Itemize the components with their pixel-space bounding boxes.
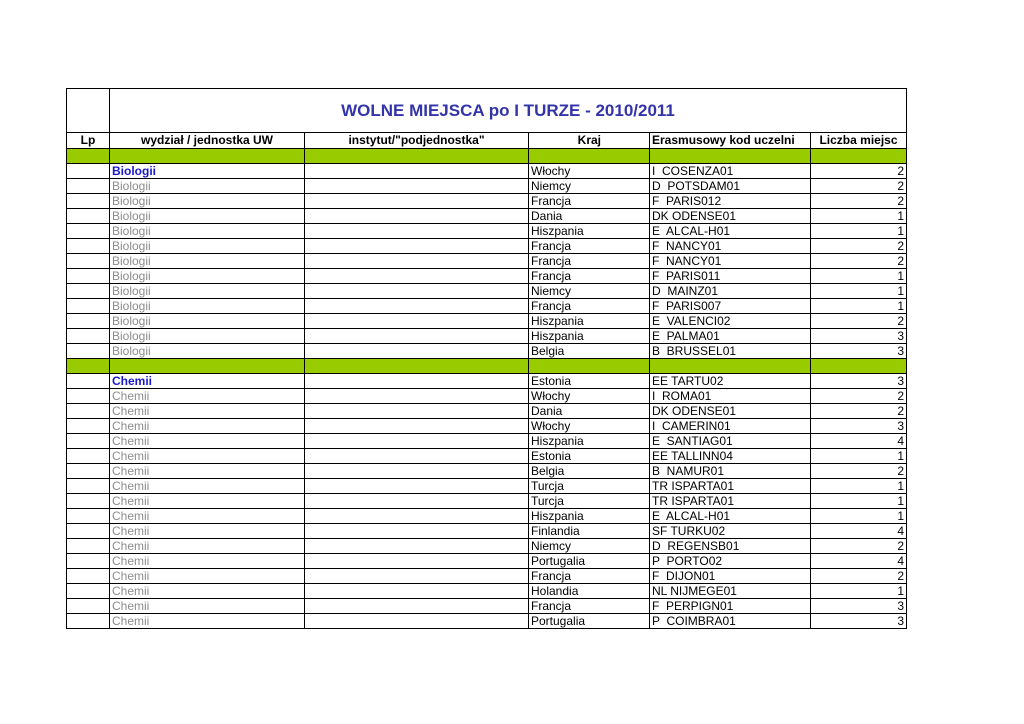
places-cell: 1 [811, 509, 907, 524]
institute-cell [305, 569, 529, 584]
table-row [66, 464, 907, 479]
country-cell: Holandia [529, 584, 650, 599]
country-cell: Hiszpania [529, 224, 650, 239]
lp-cell [66, 284, 110, 299]
department-cell: Biologii [110, 254, 305, 269]
country-cell: Hiszpania [529, 314, 650, 329]
department-cell: Chemii [110, 584, 305, 599]
country-cell: Francja [529, 599, 650, 614]
header-places: Liczba miejsc [811, 133, 907, 149]
table-row [66, 539, 907, 554]
table-row [66, 434, 907, 449]
erasmus-code-cell: B BRUSSEL01 [650, 344, 811, 359]
places-cell: 1 [811, 299, 907, 314]
erasmus-code-cell: P COIMBRA01 [650, 614, 811, 629]
erasmus-code-cell: D POTSDAM01 [650, 179, 811, 194]
separator-cell [66, 359, 110, 374]
erasmus-code-cell: F NANCY01 [650, 239, 811, 254]
country-cell: Belgia [529, 464, 650, 479]
country-cell: Francja [529, 569, 650, 584]
country-cell: Estonia [529, 374, 650, 389]
department-cell: Chemii [110, 434, 305, 449]
institute-cell [305, 254, 529, 269]
erasmus-code-cell: F DIJON01 [650, 569, 811, 584]
erasmus-code-cell: NL NIJMEGE01 [650, 584, 811, 599]
institute-cell [305, 269, 529, 284]
institute-cell [305, 554, 529, 569]
lp-cell [66, 404, 110, 419]
department-cell: Biologii [110, 239, 305, 254]
institute-cell [305, 539, 529, 554]
lp-cell [66, 164, 110, 179]
country-cell: Włochy [529, 419, 650, 434]
places-cell: 2 [811, 389, 907, 404]
lp-cell [66, 449, 110, 464]
places-cell: 2 [811, 179, 907, 194]
places-cell: 2 [811, 569, 907, 584]
lp-cell [66, 479, 110, 494]
lp-cell [66, 494, 110, 509]
department-cell: Biologii [110, 329, 305, 344]
places-cell: 3 [811, 374, 907, 389]
lp-cell [66, 299, 110, 314]
country-cell: Hiszpania [529, 329, 650, 344]
table-row [66, 584, 907, 599]
erasmus-code-cell: SF TURKU02 [650, 524, 811, 539]
institute-cell [305, 284, 529, 299]
country-cell: Turcja [529, 494, 650, 509]
country-cell: Estonia [529, 449, 650, 464]
lp-cell [66, 434, 110, 449]
institute-cell [305, 434, 529, 449]
separator-cell [811, 359, 907, 374]
institute-cell [305, 179, 529, 194]
table-row [66, 599, 907, 614]
institute-cell [305, 239, 529, 254]
institute-cell [305, 494, 529, 509]
country-cell: Włochy [529, 389, 650, 404]
country-cell: Dania [529, 404, 650, 419]
department-cell: Biologii [110, 164, 305, 179]
department-cell: Chemii [110, 599, 305, 614]
erasmus-code-cell: EE TALLINN04 [650, 449, 811, 464]
country-cell: Turcja [529, 479, 650, 494]
country-cell: Dania [529, 209, 650, 224]
country-cell: Niemcy [529, 539, 650, 554]
lp-cell [66, 389, 110, 404]
table-row [66, 509, 907, 524]
country-cell: Niemcy [529, 284, 650, 299]
country-cell: Włochy [529, 164, 650, 179]
department-cell: Biologii [110, 269, 305, 284]
institute-cell [305, 314, 529, 329]
lp-cell [66, 179, 110, 194]
lp-cell [66, 419, 110, 434]
lp-cell [66, 254, 110, 269]
erasmus-code-cell: EE TARTU02 [650, 374, 811, 389]
institute-cell [305, 389, 529, 404]
institute-cell [305, 224, 529, 239]
separator-cell [529, 149, 650, 164]
erasmus-code-cell: TR ISPARTA01 [650, 494, 811, 509]
erasmus-code-cell: E PALMA01 [650, 329, 811, 344]
department-cell: Chemii [110, 389, 305, 404]
table-row [66, 554, 907, 569]
institute-cell [305, 404, 529, 419]
department-cell: Biologii [110, 314, 305, 329]
erasmus-code-cell: E VALENCI02 [650, 314, 811, 329]
department-cell: Chemii [110, 374, 305, 389]
department-cell: Biologii [110, 224, 305, 239]
country-cell: Francja [529, 254, 650, 269]
lp-cell [66, 194, 110, 209]
institute-cell [305, 584, 529, 599]
lp-cell [66, 509, 110, 524]
lp-cell [66, 329, 110, 344]
table-row [66, 179, 907, 194]
places-cell: 1 [811, 449, 907, 464]
lp-cell [66, 464, 110, 479]
department-cell: Chemii [110, 449, 305, 464]
places-cell: 2 [811, 539, 907, 554]
country-cell: Portugalia [529, 554, 650, 569]
lp-cell [66, 344, 110, 359]
separator-cell [110, 149, 305, 164]
header-row [66, 133, 907, 149]
table-row [66, 239, 907, 254]
section-separator-row [66, 149, 907, 164]
separator-cell [529, 359, 650, 374]
places-cell: 1 [811, 479, 907, 494]
table-row [66, 329, 907, 344]
places-cell: 3 [811, 329, 907, 344]
places-cell: 2 [811, 464, 907, 479]
erasmus-code-cell: F PERPIGN01 [650, 599, 811, 614]
country-cell: Hiszpania [529, 509, 650, 524]
table-row [66, 494, 907, 509]
table-row [66, 614, 907, 629]
institute-cell [305, 374, 529, 389]
separator-cell [110, 359, 305, 374]
country-cell: Francja [529, 239, 650, 254]
erasmus-code-cell: P PORTO02 [650, 554, 811, 569]
places-cell: 3 [811, 419, 907, 434]
institute-cell [305, 614, 529, 629]
lp-cell [66, 599, 110, 614]
separator-cell [650, 359, 811, 374]
country-cell: Hiszpania [529, 434, 650, 449]
table-row [66, 374, 907, 389]
department-cell: Chemii [110, 539, 305, 554]
lp-cell [66, 269, 110, 284]
institute-cell [305, 329, 529, 344]
places-cell: 3 [811, 344, 907, 359]
department-cell: Chemii [110, 614, 305, 629]
places-cell: 4 [811, 434, 907, 449]
places-cell: 3 [811, 614, 907, 629]
department-cell: Chemii [110, 509, 305, 524]
erasmus-code-cell: D REGENSB01 [650, 539, 811, 554]
table-row [66, 419, 907, 434]
country-cell: Francja [529, 299, 650, 314]
places-cell: 4 [811, 554, 907, 569]
spreadsheet-table [66, 88, 907, 629]
erasmus-code-cell: DK ODENSE01 [650, 404, 811, 419]
erasmus-code-cell: D MAINZ01 [650, 284, 811, 299]
lp-cell [66, 614, 110, 629]
places-cell: 2 [811, 254, 907, 269]
erasmus-code-cell: E ALCAL-H01 [650, 224, 811, 239]
country-cell: Finlandia [529, 524, 650, 539]
lp-cell [66, 209, 110, 224]
erasmus-code-cell: I CAMERIN01 [650, 419, 811, 434]
table-row [66, 314, 907, 329]
title-row [66, 88, 907, 133]
department-cell: Biologii [110, 194, 305, 209]
header-erasmus-code: Erasmusowy kod uczelni [650, 133, 811, 149]
country-cell: Portugalia [529, 614, 650, 629]
erasmus-code-cell: B NAMUR01 [650, 464, 811, 479]
table-row [66, 269, 907, 284]
erasmus-code-cell: E ALCAL-H01 [650, 509, 811, 524]
header-country: Kraj [529, 133, 650, 149]
department-cell: Chemii [110, 554, 305, 569]
erasmus-code-cell: DK ODENSE01 [650, 209, 811, 224]
places-cell: 3 [811, 599, 907, 614]
table-row [66, 404, 907, 419]
lp-cell [66, 239, 110, 254]
header-lp: Lp [66, 133, 110, 149]
places-cell: 1 [811, 284, 907, 299]
title-lp-cell [66, 88, 110, 133]
erasmus-code-cell: F PARIS012 [650, 194, 811, 209]
country-cell: Francja [529, 194, 650, 209]
lp-cell [66, 524, 110, 539]
separator-cell [66, 149, 110, 164]
erasmus-code-cell: F PARIS007 [650, 299, 811, 314]
table-row [66, 569, 907, 584]
places-cell: 1 [811, 494, 907, 509]
department-cell: Biologii [110, 284, 305, 299]
places-cell: 1 [811, 209, 907, 224]
department-cell: Chemii [110, 419, 305, 434]
department-cell: Biologii [110, 209, 305, 224]
department-cell: Chemii [110, 404, 305, 419]
places-cell: 2 [811, 194, 907, 209]
places-cell: 2 [811, 314, 907, 329]
header-department: wydział / jednostka UW [110, 133, 305, 149]
table-row [66, 299, 907, 314]
places-cell: 2 [811, 239, 907, 254]
department-cell: Chemii [110, 524, 305, 539]
table-row [66, 479, 907, 494]
institute-cell [305, 164, 529, 179]
lp-cell [66, 374, 110, 389]
institute-cell [305, 599, 529, 614]
places-cell: 2 [811, 164, 907, 179]
separator-cell [305, 149, 529, 164]
places-cell: 2 [811, 404, 907, 419]
table-row [66, 389, 907, 404]
erasmus-code-cell: F NANCY01 [650, 254, 811, 269]
section-separator-row [66, 359, 907, 374]
department-cell: Biologii [110, 179, 305, 194]
institute-cell [305, 524, 529, 539]
separator-cell [650, 149, 811, 164]
lp-cell [66, 554, 110, 569]
institute-cell [305, 509, 529, 524]
places-cell: 4 [811, 524, 907, 539]
header-institute: instytut/"podjednostka" [305, 133, 529, 149]
table-row [66, 164, 907, 179]
erasmus-code-cell: F PARIS011 [650, 269, 811, 284]
table-row [66, 194, 907, 209]
department-cell: Chemii [110, 464, 305, 479]
institute-cell [305, 209, 529, 224]
department-cell: Chemii [110, 494, 305, 509]
department-cell: Chemii [110, 479, 305, 494]
table-row [66, 224, 907, 239]
institute-cell [305, 479, 529, 494]
table-row [66, 344, 907, 359]
institute-cell [305, 299, 529, 314]
institute-cell [305, 344, 529, 359]
erasmus-code-cell: TR ISPARTA01 [650, 479, 811, 494]
erasmus-code-cell: I COSENZA01 [650, 164, 811, 179]
table-row [66, 449, 907, 464]
country-cell: Francja [529, 269, 650, 284]
places-cell: 1 [811, 224, 907, 239]
country-cell: Niemcy [529, 179, 650, 194]
lp-cell [66, 224, 110, 239]
lp-cell [66, 569, 110, 584]
department-cell: Biologii [110, 299, 305, 314]
lp-cell [66, 314, 110, 329]
places-cell: 1 [811, 584, 907, 599]
institute-cell [305, 194, 529, 209]
places-cell: 1 [811, 269, 907, 284]
institute-cell [305, 419, 529, 434]
table-row [66, 524, 907, 539]
table-row [66, 254, 907, 269]
separator-cell [305, 359, 529, 374]
table-row [66, 209, 907, 224]
page-title: WOLNE MIEJSCA po I TURZE - 2010/2011 [110, 88, 907, 133]
lp-cell [66, 584, 110, 599]
table-row [66, 284, 907, 299]
lp-cell [66, 539, 110, 554]
erasmus-code-cell: E SANTIAG01 [650, 434, 811, 449]
institute-cell [305, 449, 529, 464]
department-cell: Biologii [110, 344, 305, 359]
country-cell: Belgia [529, 344, 650, 359]
separator-cell [811, 149, 907, 164]
department-cell: Chemii [110, 569, 305, 584]
erasmus-code-cell: I ROMA01 [650, 389, 811, 404]
institute-cell [305, 464, 529, 479]
